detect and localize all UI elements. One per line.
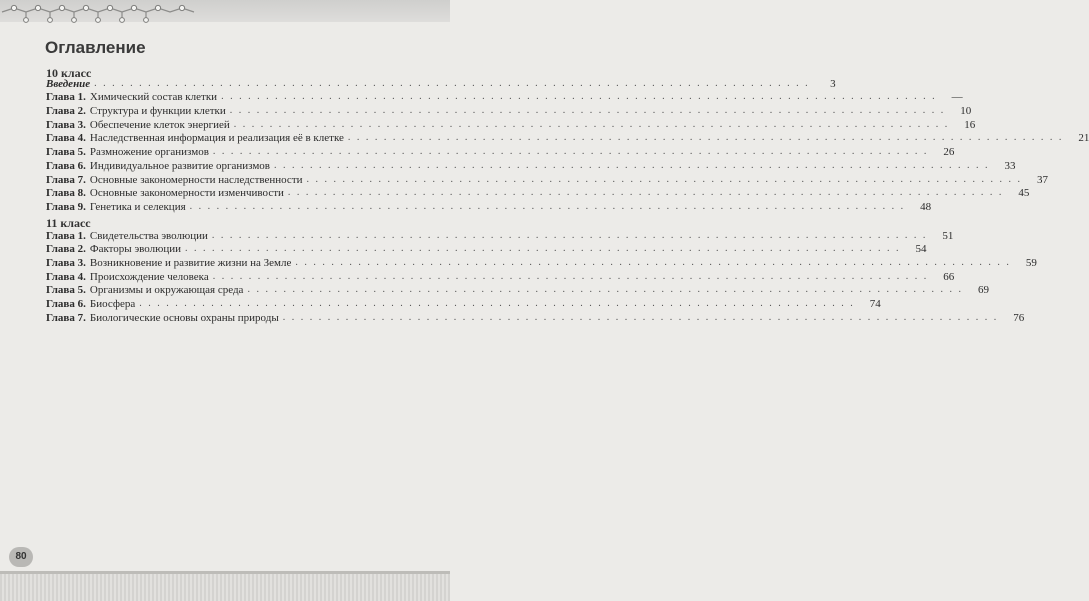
leader-dots: . . . . . . . . . . . . . . . . . . . . . . . . . . . . . . . . . . . . . . . . . . . . . . . . . . . . . . . . . . . . . . . . . . . . . . . . . . . . . . . . [189, 200, 906, 212]
chapter-title: Индивидуальное развитие организмов [89, 159, 271, 172]
toc-row [46, 296, 881, 311]
chapter-page: 10 [960, 105, 972, 118]
chapter-page: 48 [920, 200, 932, 213]
toc-row [46, 228, 954, 242]
page-number: 80 [9, 547, 33, 567]
chapter-number: Глава 4. [46, 270, 86, 283]
chapter-page: 74 [869, 298, 881, 311]
chapter-title: Химический состав клетки [89, 91, 218, 104]
chapter-number: Глава 3. [46, 257, 86, 270]
leader-dots: . . . . . . . . . . . . . . . . . . . . . . . . . . . . . . . . . . . . . . . . . . . . . . . . . . . . . . . . . . . . . . . . . . . . . . . . . . . . . . . . [274, 159, 990, 171]
leader-dots: . . . . . . . . . . . . . . . . . . . . . . . . . . . . . . . . . . . . . . . . . . . . . . . . . . . . . . . . . . . . . . . . . . . . . . . . . . . . . . . . [211, 229, 928, 241]
leader-dots: . . . . . . . . . . . . . . . . . . . . . . . . . . . . . . . . . . . . . . . . . . . . . . . . . . . . . . . . . . . . . . . . . . . . . . . . . . . . . . . . [287, 187, 1004, 199]
toc-row [46, 269, 955, 283]
chapter-number: Глава 5. [46, 284, 86, 297]
chapter-title: Основные закономерности изменчивости [89, 187, 284, 200]
chapter-title: Свидетельства эволюции [89, 229, 208, 242]
chapter-page: 33 [1004, 159, 1016, 172]
chapter-title: Структура и функции клетки [89, 105, 226, 118]
chapter-number: Глава 7. [46, 173, 86, 186]
chapter-page: 26 [943, 146, 955, 159]
toc-row [46, 158, 1016, 172]
leader-dots: . . . . . . . . . . . . . . . . . . . . . . . . . . . . . . . . . . . . . . . . . . . . . . . . . . . . . . . . . . . . . . . . . . . . . . . . . . . . . . . . [233, 118, 950, 130]
chapter-title: Происхождение человека [89, 270, 209, 283]
toc-row [46, 90, 963, 104]
leader-dots: . . . . . . . . . . . . . . . . . . . . . . . . . . . . . . . . . . . . . . . . . . . . . . . . . . . . . . . . . . . . . . . . . . . . . . . . . . . . . . . . [185, 243, 901, 255]
leader-dots: . . . . . . . . . . . . . . . . . . . . . . . . . . . . . . . . . . . . . . . . . . . . . . . . . . . . . . . . . . . . . . . . . . . . . . . . . . . . . . . . [306, 173, 1023, 185]
leader-dots: . . . . . . . . . . . . . . . . . . . . . . . . . . . . . . . . . . . . . . . . . . . . . . . . . . . . . . . . . . . . . . . . . . . . . . . . . . . . . . . . [295, 257, 1011, 269]
molecule-decoration [0, 0, 200, 24]
chapter-number: Глава 9. [46, 200, 86, 213]
toc-grade-10 [46, 76, 1089, 213]
chapter-page: 66 [943, 270, 955, 283]
chapter-page: 69 [977, 284, 989, 297]
chapter-number: Глава 1. [46, 229, 86, 242]
chapter-number: Глава 1. [46, 91, 86, 104]
chapter-title: Организмы и окружающая среда [89, 284, 244, 297]
chapter-number: Глава 6. [46, 159, 86, 172]
chapter-title: Наследственная информация и реализация её в клетке [89, 132, 344, 145]
leader-dots: . . . . . . . . . . . . . . . . . . . . . . . . . . . . . . . . . . . . . . . . . . . . . . . . . . . . . . . . . . . . . . . . . . . . . . . . . . . . . . . . [282, 311, 999, 323]
chapter-page: 59 [1025, 257, 1037, 270]
toc-grade-11 [46, 228, 1037, 324]
chapter-number: Глава 3. [46, 118, 86, 131]
chapter-title: Факторы эволюции [89, 243, 182, 256]
chapter-page: 21 [1078, 132, 1089, 145]
grade-11-label: 11 класс [46, 216, 91, 230]
chapter-number: Глава 2. [46, 243, 86, 256]
toc-row [46, 117, 976, 131]
toc-row [46, 199, 932, 213]
leader-dots: . . . . . . . . . . . . . . . . . . . . . . . . . . . . . . . . . . . . . . . . . . . . . . . . . . . . . . . . . . . . . . . . . . . . . . . . . . . . . . . . [212, 146, 929, 158]
leader-dots: . . . . . . . . . . . . . . . . . . . . . . . . . . . . . . . . . . . . . . . . . . . . . . . . . . . . . . . . . . . . . . . . . . . . . . . . . . . . . . . . [347, 132, 1064, 144]
chapter-page: 54 [915, 243, 927, 256]
chapter-number: Глава 6. [46, 298, 86, 311]
toc-row [46, 76, 836, 90]
chapter-title: Генетика и селекция [89, 200, 186, 213]
leader-dots: . . . . . . . . . . . . . . . . . . . . . . . . . . . . . . . . . . . . . . . . . . . . . . . . . . . . . . . . . . . . . . . . . . . . . . . . . . . . . . . . [221, 91, 937, 103]
toc-row [46, 144, 955, 159]
chapter-title: Биосфера [89, 298, 136, 311]
chapter-page: 37 [1037, 173, 1049, 186]
leader-dots: . . . . . . . . . . . . . . . . . . . . . . . . . . . . . . . . . . . . . . . . . . . . . . . . . . . . . . . . . . . . . . . . . . . . . . . . . . . . . . . . [139, 298, 855, 310]
leader-dots: . . . . . . . . . . . . . . . . . . . . . . . . . . . . . . . . . . . . . . . . . . . . . . . . . . . . . . . . . . . . . . . . . . . . . . . . . . . . . . . . [229, 105, 946, 117]
chapter-title: Размножение организмов [89, 146, 209, 159]
chapter-page: 51 [942, 229, 954, 242]
bottom-strip [0, 574, 450, 601]
chapter-title: Биологические основы охраны природы [89, 311, 279, 324]
chapter-page: 45 [1018, 187, 1030, 200]
chapter-page: — [951, 91, 963, 104]
leader-dots: . . . . . . . . . . . . . . . . . . . . . . . . . . . . . . . . . . . . . . . . . . . . . . . . . . . . . . . . . . . . . . . . . . . . . . . . . . . . . . . . [247, 284, 963, 296]
toc-row [46, 310, 1025, 324]
toc-row [46, 186, 1030, 200]
chapter-title: Возникновение и развитие жизни на Земле [89, 257, 292, 270]
page-title: Оглавление [45, 38, 146, 57]
chapter-page: 76 [1013, 311, 1025, 324]
toc-row [46, 172, 1049, 186]
toc-row [46, 103, 972, 118]
toc-row [46, 255, 1037, 270]
chapter-title: Основные закономерности наследственности [89, 173, 303, 186]
chapter-title: Введение [46, 77, 91, 90]
grade-10-label: 10 класс [46, 66, 92, 80]
leader-dots: . . . . . . . . . . . . . . . . . . . . . . . . . . . . . . . . . . . . . . . . . . . . . . . . . . . . . . . . . . . . . . . . . . . . . . . . . . . . . . . . [212, 270, 929, 282]
leader-dots: . . . . . . . . . . . . . . . . . . . . . . . . . . . . . . . . . . . . . . . . . . . . . . . . . . . . . . . . . . . . . . . . . . . . . . . . . . . . . . . . [94, 77, 810, 89]
toc-row [46, 283, 989, 297]
toc-row [46, 242, 927, 256]
chapter-number: Глава 7. [46, 311, 86, 324]
chapter-number: Глава 5. [46, 146, 86, 159]
chapter-title: Обеспечение клеток энергией [89, 118, 230, 131]
chapter-number: Глава 2. [46, 105, 86, 118]
chapter-number: Глава 8. [46, 187, 86, 200]
chapter-page: 16 [964, 118, 976, 131]
chapter-page: 3 [830, 77, 836, 90]
toc-row [46, 131, 1089, 145]
chapter-number: Глава 4. [46, 132, 86, 145]
